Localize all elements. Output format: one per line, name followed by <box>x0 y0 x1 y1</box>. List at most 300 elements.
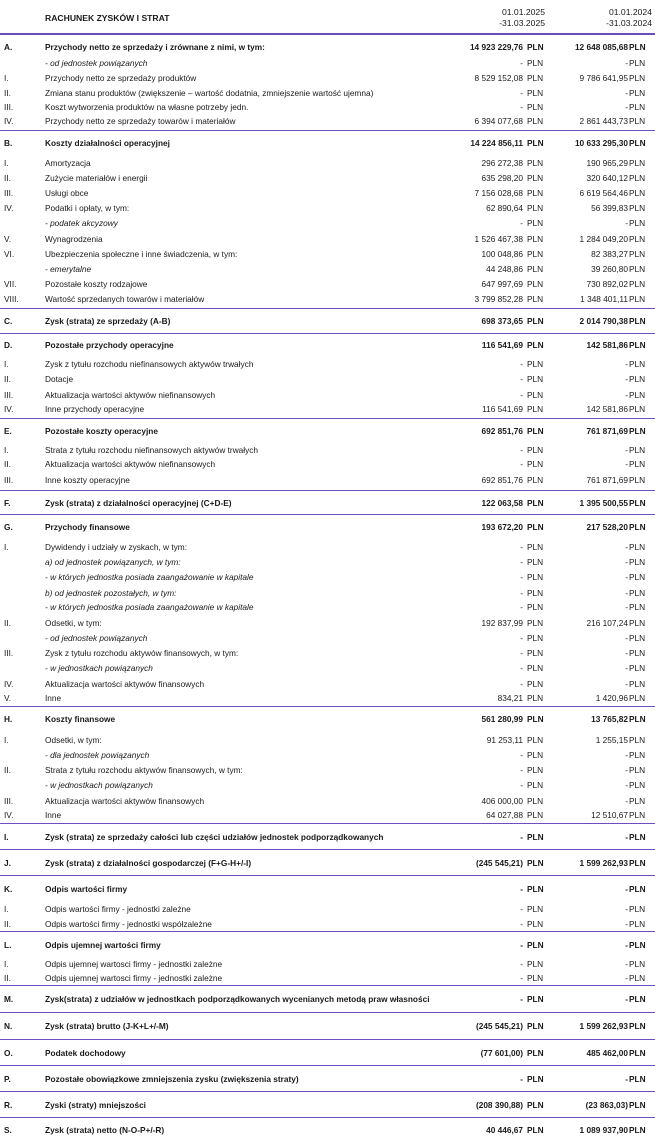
currency-2025: PLN <box>527 904 544 914</box>
value-2025: 692 851,76 <box>481 425 523 436</box>
value-2025: - <box>520 459 523 469</box>
currency-2025: PLN <box>527 693 544 703</box>
value-2025: 1 526 467,38 <box>474 233 523 244</box>
row-label: Odpis ujemnej wartości firmy <box>45 939 161 950</box>
value-2025: 8 529 152,08 <box>474 73 523 83</box>
line-item-row <box>0 114 655 128</box>
currency-2024: PLN <box>629 750 646 760</box>
value-2024: 1 420,96 <box>595 693 628 703</box>
row-number: S. <box>4 1125 12 1135</box>
value-2025: - <box>520 374 523 384</box>
row-number: III. <box>4 795 14 806</box>
value-2025: 3 799 852,28 <box>474 294 523 304</box>
row-number: II. <box>4 618 11 628</box>
value-2025: - <box>520 939 523 950</box>
line-item-row <box>0 372 655 386</box>
row-label: - w jednostkach powiązanych <box>45 780 153 790</box>
row-number: C. <box>4 315 13 326</box>
row-label: Podatek dochodowy <box>45 1047 126 1058</box>
row-label: Zmiana stanu produktów (zwiększenie – wartość dodatnia, zmniejszenie wartość ujemna) <box>45 87 374 98</box>
row-number: P. <box>4 1073 11 1084</box>
value-2025: - <box>520 663 523 673</box>
row-number: II. <box>4 459 11 469</box>
value-2025: - <box>520 359 523 369</box>
value-2024: - <box>625 87 628 98</box>
row-label: Aktualizacja wartości aktywów finansowych <box>45 795 205 806</box>
value-2024: - <box>625 633 628 643</box>
value-2024: 1 395 500,55 <box>579 497 628 508</box>
line-item-row <box>0 57 655 69</box>
currency-2024: PLN <box>629 904 646 914</box>
line-item-row <box>0 691 655 705</box>
row-number <box>4 585 44 600</box>
currency-2024: PLN <box>629 810 646 820</box>
currency-2024: PLN <box>629 315 646 326</box>
row-label: Inne <box>45 693 62 703</box>
row-number: R. <box>4 1099 13 1110</box>
row-number: VII. <box>4 279 17 289</box>
section-row <box>0 1065 655 1091</box>
value-2024: 12 510,67 <box>591 810 628 820</box>
row-label: Przychody netto ze sprzedaży i zrównane z nimi, w tym: <box>45 41 265 52</box>
value-2024: - <box>625 780 628 790</box>
row-number: II. <box>4 173 11 183</box>
line-item-row <box>0 100 655 113</box>
value-2024: 6 619 564,46 <box>579 188 628 198</box>
row-label: Koszty działalności operacyjnej <box>45 137 170 148</box>
value-2025: 64 027,88 <box>486 810 523 820</box>
value-2024: - <box>625 389 628 400</box>
value-2025: 14 224 856,11 <box>470 137 523 148</box>
value-2025: - <box>520 750 523 760</box>
section-row <box>0 875 655 901</box>
value-2024: 1 599 262,93 <box>579 857 628 868</box>
currency-2025: PLN <box>527 279 544 289</box>
currency-2024: PLN <box>629 663 646 673</box>
currency-2024: PLN <box>629 602 646 612</box>
value-2025: 635 298,20 <box>481 173 523 183</box>
row-number: VIII. <box>4 294 19 304</box>
value-2025: 62 890,64 <box>486 203 523 213</box>
currency-2025: PLN <box>527 959 544 969</box>
row-number: III. <box>4 648 14 658</box>
currency-2025: PLN <box>527 1073 544 1084</box>
row-number: II. <box>4 765 11 775</box>
value-2024: 1 348 401,11 <box>580 294 628 304</box>
line-item-row <box>0 171 655 185</box>
row-label: Pozostałe koszty operacyjne <box>45 425 158 436</box>
row-number: L. <box>4 939 12 950</box>
line-item-row <box>0 186 655 200</box>
value-2024: 39 260,80 <box>591 264 628 274</box>
currency-2025: PLN <box>527 315 544 326</box>
value-2025: - <box>520 58 523 68</box>
section-row <box>0 1039 655 1065</box>
value-2025: 834,21 <box>497 693 523 703</box>
value-2025: 193 672,20 <box>481 521 523 532</box>
currency-2025: PLN <box>527 780 544 790</box>
currency-2024: PLN <box>629 587 646 598</box>
value-2024: - <box>625 831 628 842</box>
currency-2024: PLN <box>629 1073 646 1084</box>
row-label: Zysk (strata) ze sprzedaży całości lub części udziałów jednostek podporządkowanych <box>45 831 384 842</box>
row-label: Podatki i opłaty, w tym: <box>45 203 130 213</box>
currency-2024: PLN <box>629 404 646 414</box>
currency-2024: PLN <box>629 959 646 969</box>
currency-2024: PLN <box>629 233 646 244</box>
currency-2025: PLN <box>527 587 544 598</box>
section-row <box>0 849 655 875</box>
row-number: II. <box>4 918 11 929</box>
row-number <box>4 216 44 230</box>
row-label: Pozostałe przychody operacyjne <box>45 340 174 350</box>
currency-2025: PLN <box>527 188 544 198</box>
currency-2025: PLN <box>527 444 544 455</box>
currency-2024: PLN <box>629 87 646 98</box>
row-label: Zużycie materiałów i energii <box>45 173 148 183</box>
row-label: Zysk (strata) brutto (J-K+L+/-M) <box>45 1020 169 1031</box>
line-item-row <box>0 631 655 645</box>
currency-2025: PLN <box>527 359 544 369</box>
currency-2025: PLN <box>527 618 544 628</box>
currency-2025: PLN <box>527 883 544 894</box>
row-number <box>4 57 44 69</box>
row-number: I. <box>4 831 9 842</box>
value-2025: 561 280,99 <box>481 714 523 724</box>
line-item-row <box>0 733 655 747</box>
value-2025: 692 851,76 <box>481 474 523 485</box>
value-2025: - <box>520 959 523 969</box>
row-number: A. <box>4 41 13 52</box>
section-row <box>0 1012 655 1038</box>
row-number: II. <box>4 973 11 983</box>
row-label: Odpis wartości firmy - jednostki współzależne <box>45 918 212 929</box>
currency-2025: PLN <box>527 425 544 436</box>
line-item-row <box>0 957 655 971</box>
row-label: Odpis wartości firmy - jednostki zależne <box>45 904 191 914</box>
currency-2025: PLN <box>527 389 544 400</box>
currency-2025: PLN <box>527 58 544 68</box>
value-2025: 698 373,65 <box>481 315 523 326</box>
row-number <box>4 778 44 792</box>
value-2024: 1 284 049,20 <box>579 233 628 244</box>
currency-2025: PLN <box>527 249 544 259</box>
currency-2024: PLN <box>629 359 646 369</box>
currency-2025: PLN <box>527 572 544 582</box>
section-row <box>0 706 655 731</box>
section-row <box>0 418 655 442</box>
currency-2024: PLN <box>629 714 646 724</box>
currency-2024: PLN <box>629 459 646 469</box>
currency-2024: PLN <box>629 1020 646 1031</box>
section-row <box>0 333 655 356</box>
row-label: Przychody netto ze sprzedaży produktów <box>45 73 197 83</box>
row-number: IV. <box>4 810 14 820</box>
currency-2024: PLN <box>629 994 646 1004</box>
value-2024: - <box>625 587 628 598</box>
value-2025: (245 545,21) <box>475 1020 523 1031</box>
row-number: V. <box>4 693 12 703</box>
currency-2025: PLN <box>527 233 544 244</box>
row-label: - emerytalne <box>45 264 92 274</box>
value-2024: (23 863,03) <box>585 1099 628 1110</box>
row-label: Inne koszty operacyjne <box>45 474 130 485</box>
line-item-row <box>0 247 655 261</box>
row-number: G. <box>4 521 13 532</box>
currency-2024: PLN <box>629 374 646 384</box>
currency-2024: PLN <box>629 735 646 745</box>
value-2024: - <box>625 374 628 384</box>
row-number: E. <box>4 425 12 436</box>
currency-2024: PLN <box>629 918 646 929</box>
row-number: H. <box>4 714 13 724</box>
row-label: - w jednostkach powiązanych <box>45 663 153 673</box>
line-item-row <box>0 402 655 416</box>
currency-2024: PLN <box>629 137 646 148</box>
row-label: Zysk (strata) z działalności operacyjnej (C+D-E) <box>45 497 232 508</box>
line-item-row <box>0 793 655 808</box>
row-number: F. <box>4 497 11 508</box>
currency-2024: PLN <box>629 572 646 582</box>
value-2025: 296 272,38 <box>481 158 523 168</box>
section-row <box>0 931 655 957</box>
currency-2024: PLN <box>629 218 646 228</box>
line-item-row <box>0 748 655 762</box>
row-label: Aktualizacja wartości aktywów finansowych <box>45 678 205 689</box>
row-label: - dla jednostek powiązanych <box>45 750 150 760</box>
currency-2025: PLN <box>527 714 544 724</box>
row-number: I. <box>4 359 9 369</box>
value-2025: - <box>520 572 523 582</box>
value-2024: 12 648 085,68 <box>574 41 628 52</box>
currency-2025: PLN <box>527 474 544 485</box>
section-row <box>0 308 655 332</box>
row-label: Zysk (strata) ze sprzedaży (A-B) <box>45 315 171 326</box>
row-label: Przychody finansowe <box>45 521 130 532</box>
value-2025: - <box>520 780 523 790</box>
row-number: I. <box>4 158 9 168</box>
value-2024: 217 528,20 <box>586 521 628 532</box>
value-2024: - <box>625 602 628 612</box>
line-item-row <box>0 676 655 691</box>
row-label: Aktualizacja wartości aktywów niefinansowych <box>45 459 216 469</box>
value-2024: 320 640,12 <box>586 173 628 183</box>
row-label: Odpis ujemnej wartosci firmy - jednostki zależne <box>45 973 223 983</box>
currency-2025: PLN <box>527 557 544 567</box>
currency-2024: PLN <box>629 678 646 689</box>
value-2025: - <box>520 218 523 228</box>
line-item-row <box>0 457 655 471</box>
row-number <box>4 555 44 569</box>
line-item-row <box>0 472 655 487</box>
line-item-row <box>0 71 655 85</box>
value-2024: 1 089 937,90 <box>579 1125 628 1135</box>
value-2024: - <box>625 994 628 1004</box>
value-2024: - <box>625 459 628 469</box>
row-number: III. <box>4 188 14 198</box>
row-label: Inne <box>45 810 62 820</box>
row-label: Odsetki, w tym: <box>45 618 102 628</box>
line-item-row <box>0 555 655 569</box>
currency-2024: PLN <box>629 425 646 436</box>
currency-2024: PLN <box>629 497 646 508</box>
value-2024: - <box>625 58 628 68</box>
currency-2024: PLN <box>629 693 646 703</box>
currency-2024: PLN <box>629 389 646 400</box>
currency-2025: PLN <box>527 101 544 112</box>
currency-2024: PLN <box>629 633 646 643</box>
currency-2025: PLN <box>527 633 544 643</box>
value-2025: - <box>520 994 523 1004</box>
row-number: VI. <box>4 249 15 259</box>
row-number <box>4 600 44 614</box>
value-2025: 406 000,00 <box>481 795 523 806</box>
row-label: Koszt wytworzenia produktów na własne potrzeby jedn. <box>45 101 249 112</box>
row-label: Pozostałe obowiązkowe zmniejszenia zysku (zwiększenia straty) <box>45 1073 299 1084</box>
value-2025: - <box>520 87 523 98</box>
value-2024: - <box>625 218 628 228</box>
value-2025: - <box>520 633 523 643</box>
value-2024: - <box>625 795 628 806</box>
line-item-row <box>0 778 655 792</box>
section-row <box>0 1091 655 1117</box>
currency-2025: PLN <box>527 203 544 213</box>
row-number: II. <box>4 374 11 384</box>
value-2025: 647 997,69 <box>481 279 523 289</box>
value-2025: - <box>520 557 523 567</box>
currency-2025: PLN <box>527 765 544 775</box>
currency-2025: PLN <box>527 831 544 842</box>
value-2025: - <box>520 648 523 658</box>
currency-2024: PLN <box>629 41 646 52</box>
currency-2024: PLN <box>629 648 646 658</box>
value-2024: - <box>625 444 628 455</box>
line-item-row <box>0 540 655 554</box>
line-item-row <box>0 201 655 215</box>
row-label: - w których jednostka posiada zaangażowanie w kapitale <box>45 572 254 582</box>
header-divider <box>0 33 655 34</box>
value-2024: 142 581,86 <box>586 404 628 414</box>
value-2024: - <box>625 572 628 582</box>
currency-2025: PLN <box>527 404 544 414</box>
value-2025: - <box>520 542 523 552</box>
row-number: IV. <box>4 404 14 414</box>
value-2024: - <box>625 939 628 950</box>
line-item-row <box>0 231 655 246</box>
row-label: Usługi obce <box>45 188 89 198</box>
line-item-row <box>0 216 655 230</box>
value-2025: 6 394 077,68 <box>474 116 523 126</box>
row-label: Zysk z tytułu rozchodu aktywów finansowych, w tym: <box>45 648 239 658</box>
value-2024: - <box>625 557 628 567</box>
value-2024: 190 965,29 <box>586 158 628 168</box>
value-2025: 100 048,86 <box>481 249 523 259</box>
currency-2025: PLN <box>527 973 544 983</box>
currency-2024: PLN <box>629 116 646 126</box>
line-item-row <box>0 387 655 402</box>
line-item-row <box>0 570 655 584</box>
value-2025: 116 541,69 <box>481 340 523 350</box>
currency-2025: PLN <box>527 542 544 552</box>
currency-2024: PLN <box>629 857 646 868</box>
line-item-row <box>0 646 655 660</box>
row-number: IV. <box>4 203 14 213</box>
line-item-row <box>0 916 655 931</box>
currency-2024: PLN <box>629 795 646 806</box>
value-2024: 216 107,24 <box>586 618 628 628</box>
currency-2025: PLN <box>527 750 544 760</box>
value-2025: 14 923 229,76 <box>469 41 523 52</box>
row-label: Inne przychody operacyjne <box>45 404 145 414</box>
period-2024-header <box>548 3 652 33</box>
value-2024: - <box>625 750 628 760</box>
value-2025: - <box>520 973 523 983</box>
currency-2025: PLN <box>527 116 544 126</box>
currency-2024: PLN <box>629 883 646 894</box>
value-2025: (77 601,00) <box>480 1047 523 1058</box>
row-number <box>4 748 44 762</box>
row-number: IV. <box>4 116 14 126</box>
row-number: I. <box>4 542 9 552</box>
row-label: - od jednostek powiązanych <box>45 58 148 68</box>
section-row <box>0 1117 655 1142</box>
currency-2025: PLN <box>527 158 544 168</box>
row-number: I. <box>4 904 9 914</box>
value-2024: - <box>625 359 628 369</box>
line-item-row <box>0 357 655 371</box>
row-number: I. <box>4 735 9 745</box>
currency-2024: PLN <box>629 1125 646 1135</box>
row-number: O. <box>4 1047 13 1058</box>
currency-2024: PLN <box>629 101 646 112</box>
currency-2024: PLN <box>629 1047 646 1058</box>
row-number: D. <box>4 340 13 350</box>
row-number <box>4 661 44 675</box>
value-2024: - <box>625 648 628 658</box>
value-2024: 142 581,86 <box>586 340 628 350</box>
value-2024: 1 255,15 <box>595 735 628 745</box>
line-item-row <box>0 808 655 822</box>
value-2025: (208 390,88) <box>475 1099 523 1110</box>
row-label: Pozostałe koszty rodzajowe <box>45 279 148 289</box>
currency-2025: PLN <box>527 173 544 183</box>
row-number <box>4 631 44 645</box>
line-item-row <box>0 262 655 276</box>
row-label: Zysk z tytułu rozchodu niefinansowych aktywów trwałych <box>45 359 254 369</box>
line-item-row <box>0 902 655 916</box>
line-item-row <box>0 600 655 614</box>
period-2025-header <box>440 3 545 33</box>
line-item-row <box>0 86 655 99</box>
row-number: III. <box>4 474 14 485</box>
currency-2025: PLN <box>527 218 544 228</box>
row-label: Zysk (strata) z działalności gospodarczej (F+G-H+/-I) <box>45 857 252 868</box>
row-label: a) od jednostek powiązanych, w tym: <box>45 557 181 567</box>
currency-2025: PLN <box>527 1099 544 1110</box>
value-2025: - <box>520 389 523 400</box>
value-2025: - <box>520 918 523 929</box>
currency-2025: PLN <box>527 264 544 274</box>
currency-2024: PLN <box>629 618 646 628</box>
row-label: Zyski (straty) mniejszości <box>45 1099 146 1110</box>
row-label: Strata z tytułu rozchodu aktywów finansowych, w tym: <box>45 765 243 775</box>
value-2025: 40 446,67 <box>486 1125 523 1135</box>
section-row <box>0 130 655 154</box>
value-2025: - <box>520 101 523 112</box>
value-2025: - <box>520 587 523 598</box>
line-item-row <box>0 585 655 600</box>
line-item-row <box>0 661 655 675</box>
